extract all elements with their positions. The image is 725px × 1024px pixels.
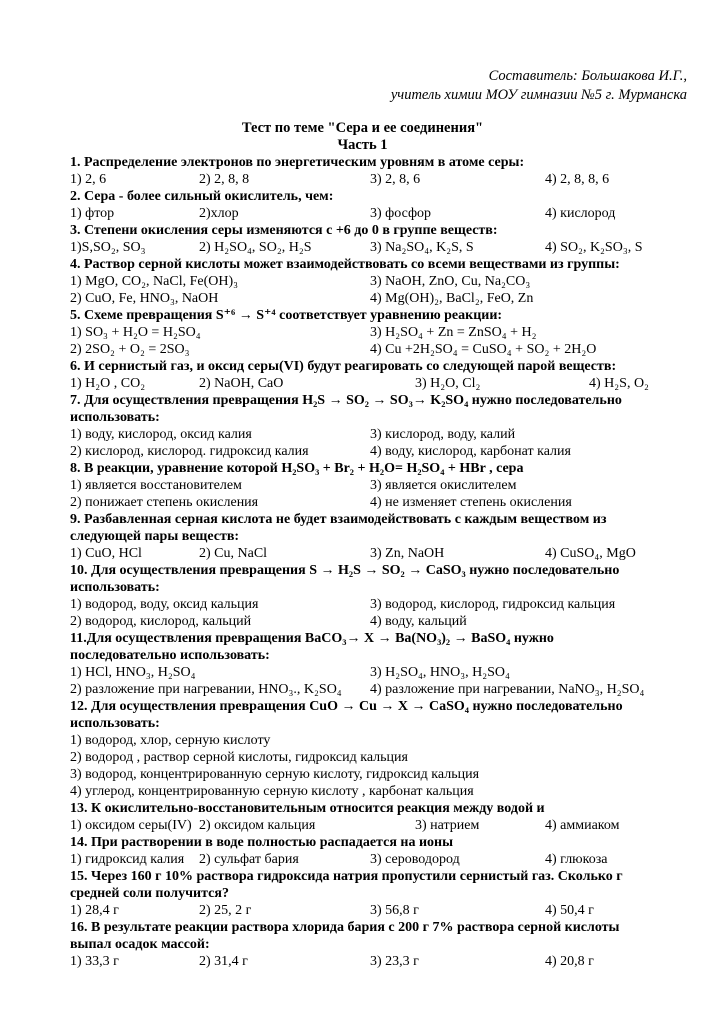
question-15-cont: средней соли получится?: [70, 886, 229, 901]
q10-option-1: 1) водород, воду, оксид кальция: [70, 597, 259, 612]
question-5-options-a: [70, 324, 670, 341]
question-16-cont: выпал осадок массой:: [70, 937, 210, 952]
question-7-cont: использовать:: [70, 410, 160, 425]
q2-option-1: 1) фтор: [70, 206, 115, 221]
q10-option-3: 3) водород, кислород, гидроксид кальция: [370, 597, 616, 612]
q14-option-3: 3) сероводород: [370, 852, 460, 867]
question-9: 9. Разбавленная серная кислота не будет взаимодействовать с каждым веществом из: [70, 512, 607, 527]
q8-option-1: 1) является восстановителем: [70, 478, 242, 493]
q12-option-4: 4) углерод, концентрированную серную кислоту , карбонат кальция: [70, 784, 474, 799]
q14-option-1: 1) гидроксид калия: [70, 852, 185, 867]
question-1-options: [70, 171, 670, 188]
q3-option-2: 2) H₂SO₄, SO₂, H₂S: [199, 240, 312, 255]
test-title: Тест по теме "Сера и ее соединения": [241, 120, 484, 136]
question-13: 13. К окислительно-восстановительным относится реакция между водой и: [70, 801, 545, 816]
author-line-1: Составитель: Большакова И.Г.,: [488, 68, 687, 84]
q14-option-2: 2) сульфат бария: [199, 852, 299, 867]
q4-option-1: 1) MgO, CO₂, NaCl, Fe(OH)₃: [70, 274, 239, 289]
q9-option-4: 4) CuSO₄, MgO: [545, 546, 636, 561]
q8-option-3: 3) является окислителем: [370, 478, 517, 493]
q6-option-3: 3) H₂O, Cl₂: [415, 376, 481, 391]
author-line-2: учитель химии МОУ гимназии №5 г. Мурманска: [390, 87, 687, 103]
q1-option-3: 3) 2, 8, 6: [370, 172, 421, 187]
q12-option-2: 2) водород , раствор серной кислоты, гидроксид кальция: [70, 750, 408, 765]
question-1: 1. Распределение электронов по энергетическим уровням в атоме серы:: [70, 155, 525, 170]
question-11-options-b: [70, 681, 670, 698]
q6-option-1: 1) H₂O , CO₂: [70, 376, 146, 391]
q1-option-1: 1) 2, 6: [70, 172, 107, 187]
q13-option-3: 3) натрием: [415, 818, 480, 833]
q4-option-3: 3) NaOH, ZnO, Cu, Na₂CO₃: [370, 274, 531, 289]
q9-option-1: 1) CuO, HCl: [70, 546, 142, 561]
question-13-options: [70, 817, 670, 834]
question-11-options-a: [70, 664, 670, 681]
question-14-options: [70, 851, 670, 868]
q7-option-1: 1) воду, кислород, оксид калия: [70, 427, 252, 442]
q9-option-2: 2) Cu, NaCl: [199, 546, 268, 561]
q7-option-2: 2) кислород, кислород. гидроксид калия: [70, 444, 309, 459]
q3-option-4: 4) SO₂, K₂SO₃, S: [545, 240, 643, 255]
q12-option-3: 3) водород, концентрированную серную кислоту, гидроксид кальция: [70, 767, 480, 782]
q10-option-2: 2) водород, кислород, кальций: [70, 614, 252, 629]
q9-option-3: 3) Zn, NaOH: [370, 546, 445, 561]
q6-option-2: 2) NaOH, CaO: [199, 376, 284, 391]
q4-option-2: 2) CuO, Fe, HNO₃, NaOH: [70, 291, 219, 306]
q16-option-4: 4) 20,8 г: [545, 954, 594, 969]
q4-option-4: 4) Mg(OH)₂, BaCl₂, FeO, Zn: [370, 291, 534, 306]
question-2: 2. Сера - более сильный окислитель, чем:: [70, 189, 334, 204]
q1-option-2: 2) 2, 8, 8: [199, 172, 250, 187]
q1-option-4: 4) 2, 8, 8, 6: [545, 172, 610, 187]
q16-option-2: 2) 31,4 г: [199, 954, 248, 969]
part-title: Часть 1: [337, 137, 388, 153]
question-7: 7. Для осуществления превращения H₂S → SO₂ → SO₃→ K₂SO₄ нужно последовательно: [70, 393, 622, 408]
question-3: 3. Степени окисления серы изменяются с +6 до 0 в группе веществ:: [70, 223, 498, 238]
question-16: 16. В результате реакции раствора хлорида бария с 200 г 7% раствора серной кислоты: [70, 920, 620, 935]
question-12: 12. Для осуществления превращения CuO → Cu → X → CaSO₄ нужно последовательно: [70, 699, 623, 714]
question-15: 15. Через 160 г 10% раствора гидроксида натрия пропустили сернистый газ. Сколько г: [70, 869, 623, 884]
question-9-options: [70, 545, 670, 562]
question-4: 4. Раствор серной кислоты может взаимодействовать со всеми веществами из группы:: [70, 257, 620, 272]
q13-option-2: 2) оксидом кальция: [199, 818, 316, 833]
question-10-options-a: [70, 596, 670, 613]
q13-option-4: 4) аммиаком: [545, 818, 620, 833]
q16-option-1: 1) 33,3 г: [70, 954, 119, 969]
q11-option-4: 4) разложение при нагревании, NaNO₃, H₂SO₄: [370, 682, 645, 697]
q15-option-3: 3) 56,8 г: [370, 903, 419, 918]
q8-option-2: 2) понижает степень окисления: [70, 495, 259, 510]
q5-option-1: 1) SO₃ + H₂O = H₂SO₄: [70, 325, 201, 340]
q14-option-4: 4) глюкоза: [545, 852, 608, 867]
q11-option-2: 2) разложение при нагревании, HNO₃., K₂SO₄: [70, 682, 342, 697]
question-16-options: [70, 953, 670, 970]
question-8-options-b: [70, 494, 670, 511]
question-11-cont: последовательно использовать:: [70, 648, 270, 663]
q8-option-4: 4) не изменяет степень окисления: [370, 495, 572, 510]
question-9-cont: следующей пары веществ:: [70, 529, 240, 544]
question-14: 14. При растворении в воде полностью распадается на ионы: [70, 835, 454, 850]
q10-option-4: 4) воду, кальций: [370, 614, 467, 629]
q3-option-1: 1)S,SO₂, SO₃: [70, 240, 146, 255]
question-8: 8. В реакции, уравнение которой H₂SO₃ + Br₂ + H₂O= H₂SO₄ + HBr , сера: [70, 461, 524, 476]
question-6-options: [70, 375, 670, 392]
q7-option-3: 3) кислород, воду, калий: [370, 427, 516, 442]
question-15-options: [70, 902, 670, 919]
question-10-cont: использовать:: [70, 580, 160, 595]
q13-option-1: 1) оксидом серы(IV): [70, 818, 192, 833]
q12-option-1: 1) водород, хлор, серную кислоту: [70, 733, 271, 748]
question-6: 6. И сернистый газ, и оксид серы(VI) будут реагировать со следующей парой веществ:: [70, 359, 617, 374]
q2-option-4: 4) кислород: [545, 206, 616, 221]
q5-option-4: 4) Cu +2H₂SO₄ = CuSO₄ + SO₂ + 2H₂O: [370, 342, 597, 357]
q15-option-4: 4) 50,4 г: [545, 903, 594, 918]
q5-option-3: 3) H₂SO₄ + Zn = ZnSO₄ + H₂: [370, 325, 537, 340]
question-7-options-a: [70, 426, 670, 443]
q3-option-3: 3) Na₂SO₄, K₂S, S: [370, 240, 474, 255]
q11-option-1: 1) HCl, HNO₃, H₂SO₄: [70, 665, 196, 680]
question-10-options-b: [70, 613, 670, 630]
q15-option-2: 2) 25, 2 г: [199, 903, 252, 918]
question-7-options-b: [70, 443, 670, 460]
q11-option-3: 3) H₂SO₄, HNO₃, H₂SO₄: [370, 665, 510, 680]
question-12-cont: использовать:: [70, 716, 160, 731]
q5-option-2: 2) 2SO₂ + O₂ = 2SO₃: [70, 342, 190, 357]
question-5-options-b: [70, 341, 670, 358]
question-11: 11.Для осуществления превращения BaCO₃→ X → Ba(NO₃)₂ → BaSO₄ нужно: [70, 631, 554, 646]
question-8-options-a: [70, 477, 670, 494]
q2-option-3: 3) фосфор: [370, 206, 432, 221]
q15-option-1: 1) 28,4 г: [70, 903, 119, 918]
question-4-options-b: [70, 290, 670, 307]
q7-option-4: 4) воду, кислород, карбонат калия: [370, 444, 571, 459]
question-5: 5. Схеме превращения S⁺⁶ → S⁺⁴ соответствует уравнению реакции:: [70, 308, 503, 323]
question-4-options-a: [70, 273, 670, 290]
q2-option-2: 2)хлор: [199, 206, 239, 221]
question-10: 10. Для осуществления превращения S → H₂S → SO₂ → CaSO₃ нужно последовательно: [70, 563, 620, 578]
question-2-options: [70, 205, 670, 222]
question-3-options: [70, 239, 670, 256]
q6-option-4: 4) H₂S, O₂: [589, 376, 649, 391]
q16-option-3: 3) 23,3 г: [370, 954, 419, 969]
